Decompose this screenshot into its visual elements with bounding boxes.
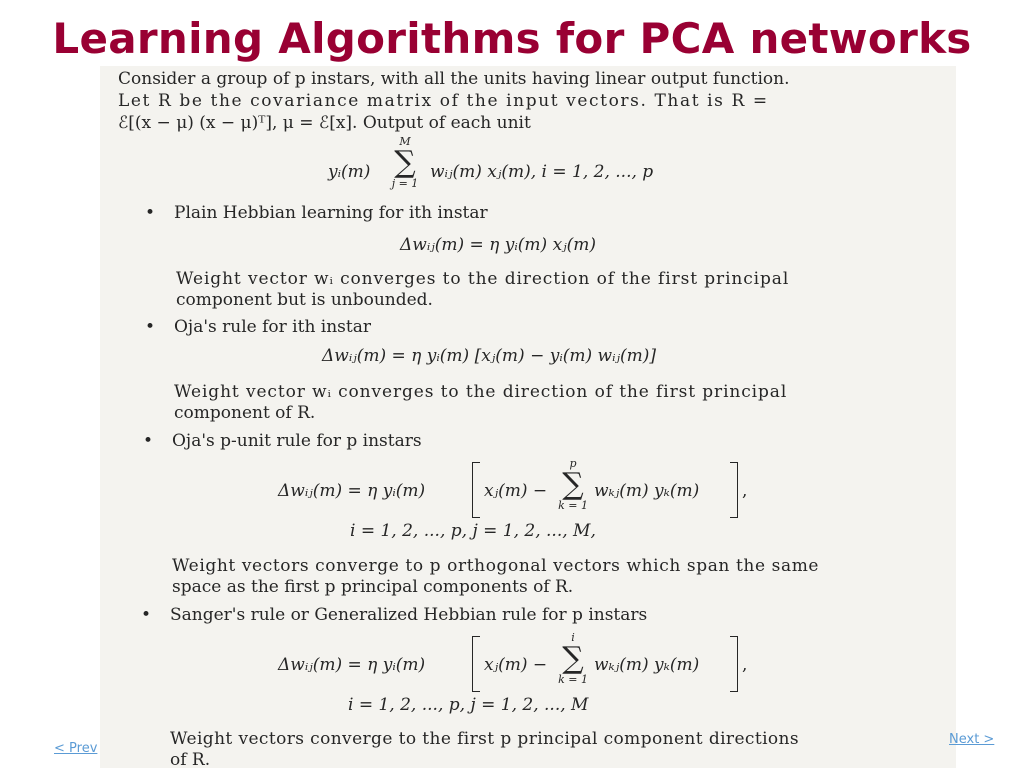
left-bracket-icon [472,636,480,692]
item4-eq-inner-left: xⱼ(m) − [484,655,548,675]
item3-summation [558,458,588,512]
intro-line-1: Consider a group of p instars, with all the units having linear output function. [118,69,790,89]
item4-sum-lower: k = 1 [558,673,588,686]
sigma-icon: ∑ [562,641,584,676]
item1-equation: Δwᵢⱼ(m) = η yᵢ(m) xⱼ(m) [400,235,597,255]
bullet-icon: • [141,605,152,625]
left-bracket-icon [472,462,480,518]
item3-sum-upper: p [569,457,577,470]
item3-heading: Oja's p-unit rule for p instars [172,431,422,451]
item3-desc-1: Weight vectors converge to p orthogonal vectors which span the same [172,556,820,576]
bullet-icon: • [143,431,154,451]
item1-desc-2: component but is unbounded. [176,290,433,310]
prev-link[interactable]: < Prev [54,741,98,756]
item3-eq-lhs: Δwᵢⱼ(m) = η yᵢ(m) [278,481,426,501]
item3-eq-tail: , [742,481,748,501]
bullet-icon: • [145,203,156,223]
item2-desc-1: Weight vector wᵢ converges to the direction of the first principal [174,382,788,402]
item4-heading: Sanger's rule or Generalized Hebbian rule for p instars [170,605,648,625]
item4-eq-tail: , [742,655,748,675]
intro-line-3: ℰ[(x − μ) (x − μ)ᵀ], μ = ℰ[x]. Output of each unit [118,113,531,133]
item1-desc-1: Weight vector wᵢ converges to the direction of the first principal [176,269,790,289]
slide-title: Learning Algorithms for PCA networks [52,14,972,63]
eq1-lhs: yᵢ(m) [328,162,371,182]
right-bracket-icon [730,462,738,518]
intro-line-2: Let R be the covariance matrix of the input vectors. That is R = [118,91,769,111]
item4-eq-lhs: Δwᵢⱼ(m) = η yᵢ(m) [278,655,426,675]
item3-eq-inner-right: wₖⱼ(m) yₖ(m) [594,481,700,501]
eq1-rhs: wᵢⱼ(m) xⱼ(m), i = 1, 2, ..., p [430,162,654,182]
item4-indices: i = 1, 2, ..., p, j = 1, 2, ..., M [348,695,589,715]
eq1-sum-lower: j = 1 [391,177,419,190]
item2-equation: Δwᵢⱼ(m) = η yᵢ(m) [xⱼ(m) − yᵢ(m) wᵢⱼ(m)] [322,346,657,366]
next-link[interactable]: Next > [949,732,995,747]
eq1-summation [388,136,422,190]
item2-desc-2: component of R. [174,403,316,423]
item3-sum-lower: k = 1 [558,499,588,512]
eq1-sum-upper: M [399,135,411,148]
item3-desc-2: space as the first p principal components of R. [172,577,574,597]
scanned-page [100,66,956,768]
bullet-icon: • [145,317,156,337]
item3-eq-inner-left: xⱼ(m) − [484,481,548,501]
item4-summation [558,632,588,686]
item2-heading: Oja's rule for ith instar [174,317,372,337]
item4-eq-inner-right: wₖⱼ(m) yₖ(m) [594,655,700,675]
sigma-icon: ∑ [394,145,416,180]
item4-desc-2: of R. [170,750,211,768]
item4-desc-1: Weight vectors converge to the first p principal component directions [170,729,800,749]
item1-heading: Plain Hebbian learning for ith instar [174,203,488,223]
item4-sum-upper: i [571,631,575,644]
right-bracket-icon [730,636,738,692]
sigma-icon: ∑ [562,467,584,502]
item3-indices: i = 1, 2, ..., p, j = 1, 2, ..., M, [350,521,596,541]
